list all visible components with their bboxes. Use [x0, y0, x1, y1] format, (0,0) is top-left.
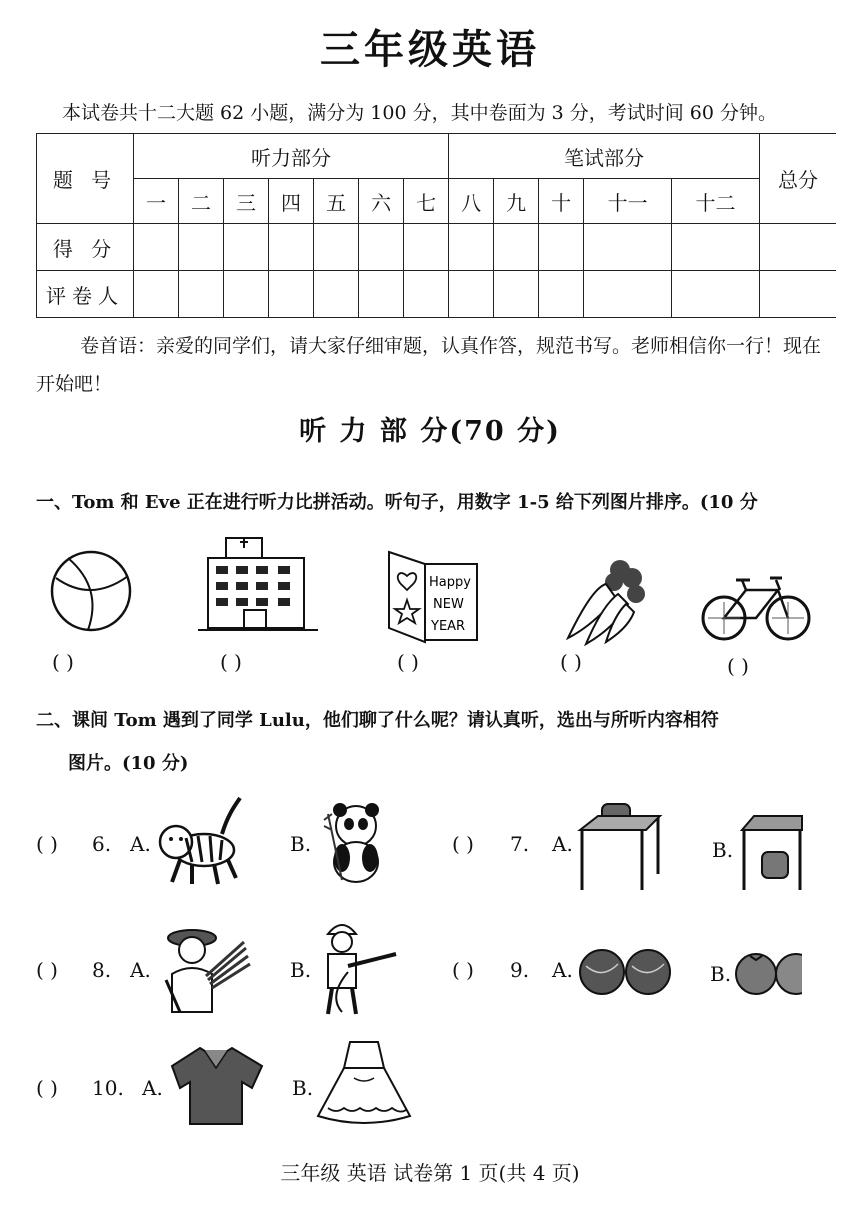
answer-paren[interactable]: ( ): [452, 958, 474, 982]
answer-paren[interactable]: ( ): [220, 650, 242, 674]
row-label-score: 得 分: [37, 224, 134, 271]
total-score-cell[interactable]: [760, 224, 837, 271]
card-line-1: Happy: [429, 575, 471, 590]
score-cell[interactable]: [359, 224, 404, 271]
ball-icon: [48, 548, 134, 634]
question-number: 8.: [92, 958, 112, 982]
grader-cell[interactable]: [314, 271, 359, 318]
score-cell[interactable]: [179, 224, 224, 271]
answer-paren[interactable]: ( ): [452, 832, 474, 856]
option-b-label: B.: [292, 1076, 314, 1100]
question-2-instruction-cont: 图片。(10 分): [68, 753, 189, 774]
bag-under-desk-icon: [740, 806, 804, 892]
grader-cell[interactable]: [584, 271, 672, 318]
col-num: 十: [539, 179, 584, 224]
grader-cell[interactable]: [224, 271, 269, 318]
answer-paren[interactable]: ( ): [36, 958, 58, 982]
tomatoes-icon: [734, 948, 802, 998]
col-num: 四: [269, 179, 314, 224]
question-number: 6.: [92, 832, 112, 856]
question-number: 7.: [510, 832, 530, 856]
col-num: 一: [134, 179, 179, 224]
page-footer: 三年级 英语 试卷第 1 页(共 4 页): [280, 1161, 580, 1185]
col-num: 二: [179, 179, 224, 224]
col-num: 五: [314, 179, 359, 224]
written-part-label: 笔试部分: [449, 134, 760, 179]
option-a-label: A.: [130, 958, 151, 982]
question-2-instruction: 二、课间 Tom 遇到了同学 Lulu，他们聊了什么呢？请认真听，选出与所听内容相符: [36, 710, 719, 731]
score-cell[interactable]: [314, 224, 359, 271]
grader-cell[interactable]: [404, 271, 449, 318]
option-b-label: B.: [290, 958, 312, 982]
card-line-3: YEAR: [431, 619, 466, 634]
shirt-icon: [170, 1044, 264, 1126]
answer-paren[interactable]: ( ): [397, 650, 419, 674]
answer-paren[interactable]: ( ): [727, 654, 749, 678]
row-label-number: 题 号: [37, 134, 134, 224]
dress-icon: [314, 1038, 414, 1130]
grader-cell[interactable]: [672, 271, 760, 318]
bicycle-icon: [700, 572, 812, 644]
score-cell[interactable]: [672, 224, 760, 271]
grader-cell[interactable]: [359, 271, 404, 318]
option-b-label: B.: [290, 832, 312, 856]
col-num: 七: [404, 179, 449, 224]
bag-on-desk-icon: [576, 800, 664, 894]
hospital-icon: [196, 530, 320, 634]
grader-cell[interactable]: [494, 271, 539, 318]
firefighter-icon: [318, 916, 402, 1018]
col-num: 三: [224, 179, 269, 224]
score-cell[interactable]: [134, 224, 179, 271]
grader-cell[interactable]: [179, 271, 224, 318]
exam-title: 三年级英语: [320, 26, 540, 73]
option-a-label: A.: [142, 1076, 163, 1100]
total-label: 总分: [760, 134, 837, 224]
listening-part-label: 听力部分: [134, 134, 449, 179]
col-num: 六: [359, 179, 404, 224]
col-num: 十二: [672, 179, 760, 224]
carrots-icon: [562, 554, 654, 646]
question-number: 9.: [510, 958, 530, 982]
option-b-label: B.: [712, 838, 734, 862]
question-1-instruction: 一、Tom 和 Eve 正在进行听力比拼活动。听句子，用数字 1-5 给下列图片排序。(10 分: [36, 492, 758, 513]
score-cell[interactable]: [584, 224, 672, 271]
cabbages-icon: [578, 946, 674, 998]
score-table: [36, 133, 836, 318]
answer-paren[interactable]: ( ): [560, 650, 582, 674]
answer-paren[interactable]: ( ): [36, 1076, 58, 1100]
option-b-label: B.: [710, 962, 732, 986]
col-num: 十一: [584, 179, 672, 224]
question-number: 10.: [92, 1076, 124, 1100]
panda-icon: [318, 800, 388, 884]
grader-cell[interactable]: [539, 271, 584, 318]
score-cell[interactable]: [269, 224, 314, 271]
score-cell[interactable]: [494, 224, 539, 271]
tiger-icon: [156, 794, 246, 890]
option-a-label: A.: [552, 832, 573, 856]
card-line-2: NEW: [433, 597, 464, 612]
score-cell[interactable]: [539, 224, 584, 271]
row-label-grader: 评卷人: [37, 271, 134, 318]
exam-intro: 本试卷共十二大题 62 小题，满分为 100 分，其中卷面为 3 分，考试时间 60 分钟。: [62, 102, 778, 124]
grader-cell[interactable]: [134, 271, 179, 318]
option-a-label: A.: [130, 832, 151, 856]
listening-section-title: 听 力 部 分(70 分): [299, 416, 561, 447]
total-grader-cell[interactable]: [760, 271, 837, 318]
score-cell[interactable]: [224, 224, 269, 271]
option-a-label: A.: [552, 958, 573, 982]
score-cell[interactable]: [404, 224, 449, 271]
new-year-card-icon: [385, 546, 480, 644]
farmer-icon: [160, 920, 252, 1014]
grader-cell[interactable]: [449, 271, 494, 318]
col-num: 八: [449, 179, 494, 224]
preface: 卷首语：亲爱的同学们，请大家仔细审题，认真作答，规范书写。老师相信你一行！现在开始吧！: [36, 335, 822, 395]
answer-paren[interactable]: ( ): [52, 650, 74, 674]
grader-cell[interactable]: [269, 271, 314, 318]
col-num: 九: [494, 179, 539, 224]
answer-paren[interactable]: ( ): [36, 832, 58, 856]
score-cell[interactable]: [449, 224, 494, 271]
